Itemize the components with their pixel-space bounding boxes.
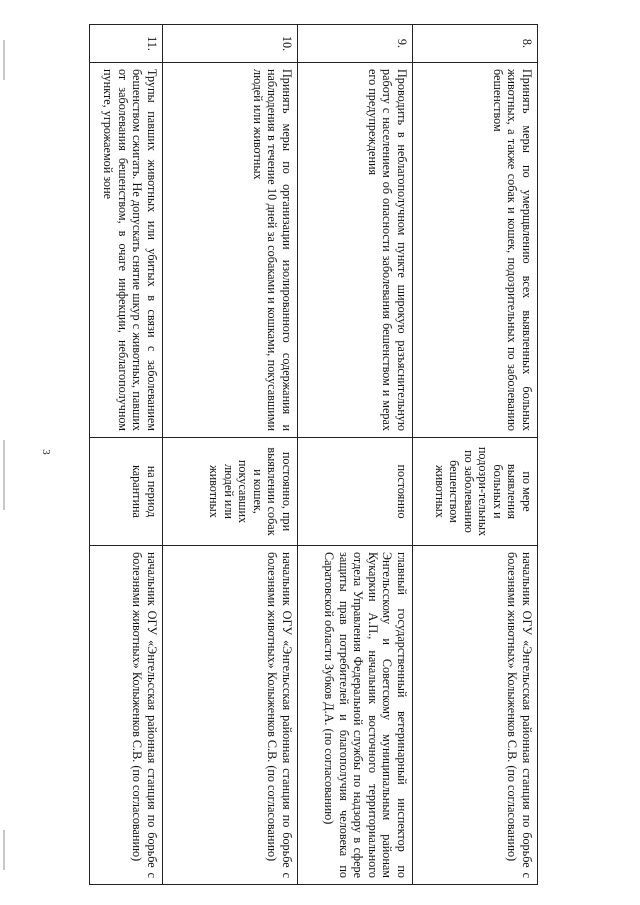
responsible-text: начальник ОГУ «Энгельсская районная станция по борьбе с болезнями животных» Колыженков С.В. (по согласованию) [90, 546, 163, 885]
scan-edge-mark [3, 830, 5, 870]
scan-edge-mark [3, 40, 5, 80]
measure-text: Проводить в неблагополучном пункте широкую разъяснительную работу с населением об опасности заболевания бешенством и мерах его предупреждения [298, 63, 413, 438]
term-text: постоянно [298, 438, 413, 546]
responsible-text: главный государственный ветеринарный инспектор по Энгельсскому и Советскому муниципальным районам Кукаркин А.П., начальник восточного территориального отдела Управления Федеральной службы по надзору в сфере защиты прав потребителей и благополучия человека по Саратовской области Зубков Д.А. (по согласованию) [298, 546, 413, 885]
scan-edge-mark [3, 440, 5, 510]
measure-text: Принять меры по умерщвлению всех выявленных больных животных, а также собак и кошек, подозрительных по заболеванию бешенством [413, 63, 538, 438]
table-row [413, 25, 538, 885]
table-row [90, 25, 163, 885]
row-number: 11. [90, 25, 163, 63]
row-number: 10. [163, 25, 298, 63]
responsible-text: начальник ОГУ «Энгельсская районная станция по борьбе с болезнями животных» Колыженков С.В. (по согласованию) [163, 546, 298, 885]
page-number: 3 [40, 449, 52, 455]
measures-table [89, 24, 538, 885]
rotated-table-sheet [90, 24, 538, 884]
measure-text: Принять меры по организации изолированного содержания и наблюдения в течение 10 дней за собаками и кошками, покусавшими людей или животных [163, 63, 298, 438]
term-text: по мере выявления больных и подозри-тельных по заболеванию бешенством животных [413, 438, 538, 546]
row-number: 9. [298, 25, 413, 63]
measure-text: Трупы павших животных или убитых в связи с заболеванием бешенством сжигать. Не допускать снятие шкур с животных, павших от заболевания бешенством, в очаге инфекции, неблагополучном пункте, угрожаемой зоне [90, 63, 163, 438]
table-row [298, 25, 413, 885]
responsible-text: начальник ОГУ «Энгельсская районная станция по борьбе с болезнями животных» Колыженков С.В. (по согласованию) [413, 546, 538, 885]
row-number: 8. [413, 25, 538, 63]
term-text: постоянно, при выявлении собак и кошек, покусавших людей или животных [163, 438, 298, 546]
term-text: на период карантина [90, 438, 163, 546]
table-row [163, 25, 298, 885]
